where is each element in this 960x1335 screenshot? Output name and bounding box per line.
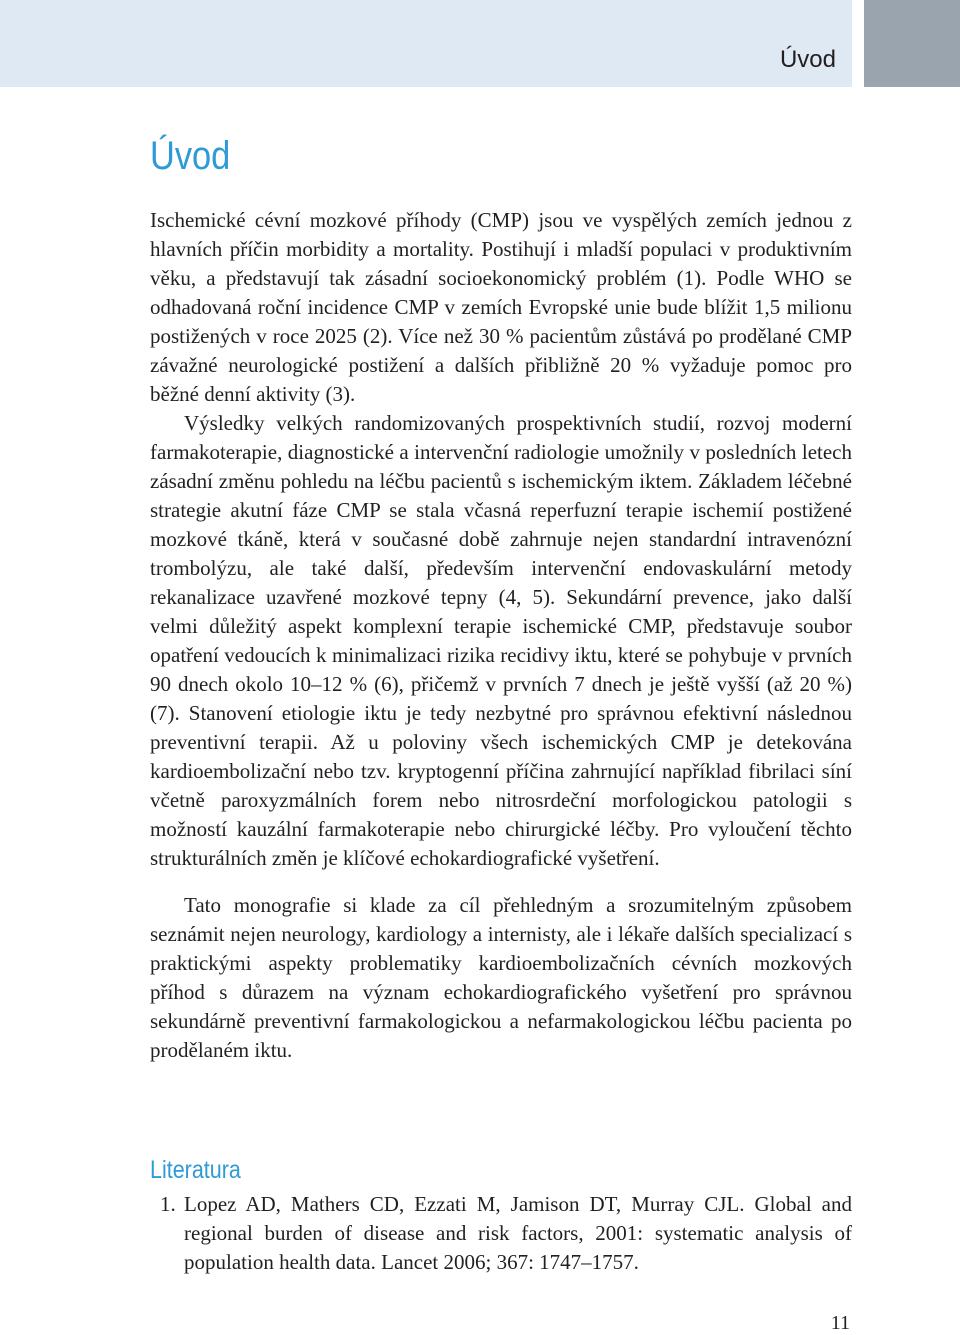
running-header: Úvod — [779, 46, 836, 73]
paragraph-3: Tato monografie si klade za cíl přehledným a srozumitelným způsobem seznámit nejen neurology, kardiology a internisty, ale i lékaře dalších specializací s praktickými aspekty problematiky kardioembolizačních cévních mozkových příhod s důrazem na význam echokardiografického vyšetření pro správnou sekundárně preventivní farmakologickou a nefarmakologickou léčbu pacienta po prodělaném iktu. — [150, 893, 852, 1062]
header-tab — [864, 0, 960, 87]
reference-text: Lopez AD, Mathers CD, Ezzati M, Jamison DT, Murray CJL. Global and regional burden of disease and risk factors, 2001: systematic analysis of population health data. Lancet 2006; 367: 1747–1757. — [184, 1192, 852, 1274]
reference-item — [160, 1190, 852, 1277]
page-number: 11 — [830, 1312, 850, 1334]
chapter-title: Úvod — [150, 134, 231, 178]
reference-number: 1. — [160, 1192, 176, 1216]
body-text — [150, 206, 852, 1065]
paragraph-1: Ischemické cévní mozkové příhody (CMP) jsou ve vyspělých zemích jednou z hlavních příčin morbidity a mortality. Postihují i mladší populaci v produktivním věku, a představují tak zásadní socioekonomický problém (1). Podle WHO se odhadovaná roční incidence CMP v zemích Evropské unie bude blížit 1,5 milionu postižených v roce 2025 (2). Více než 30 % pacientům zůstává po prodělané CMP závažné neurologické postižení a dalších přibližně 20 % vyžaduje pomoc pro běžné denní aktivity (3). — [150, 208, 852, 406]
reference-list — [160, 1190, 852, 1277]
header-band — [0, 0, 852, 87]
literature-heading: Literatura — [150, 1156, 241, 1184]
paragraph-2: Výsledky velkých randomizovaných prospektivních studií, rozvoj moderní farmakoterapie, diagnostické a intervenční radiologie umožnily v posledních letech zásadní změnu pohledu na léčbu pacientů s ischemickým iktem. Základem léčebné strategie akutní fáze CMP se stala včasná reperfuzní terapie ischemií postižené mozkové tkáně, která v současné době zahrnuje nejen standardní intravenózní trombolýzu, ale také další, především intervenční endovaskulární metody rekanalizace uzavřené mozkové tepny (4, 5). Sekundární prevence, jako další velmi důležitý aspekt komplexní terapie ischemické CMP, představuje soubor opatření vedoucích k minimalizaci rizika recidivy iktu, které se pohybuje v prvních 90 dnech okolo 10–12 % (6), přičemž v prvních 7 dnech je ještě vyšší (až 20 %) (7). Stanovení etiologie iktu je tedy nezbytné pro správnou efektivní následnou preventivní terapii. Až u poloviny všech ischemických CMP je detekována kardioembolizační nebo tzv. kryptogenní příčina zahrnující například fibrilaci síní včetně paroxyzmálních forem nebo nitrosrdeční morfologickou patologii s možností kauzální farmakoterapie nebo chirurgické léčby. Pro vyloučení těchto strukturálních změn je klíčové echokardiografické vyšetření. — [150, 411, 852, 870]
